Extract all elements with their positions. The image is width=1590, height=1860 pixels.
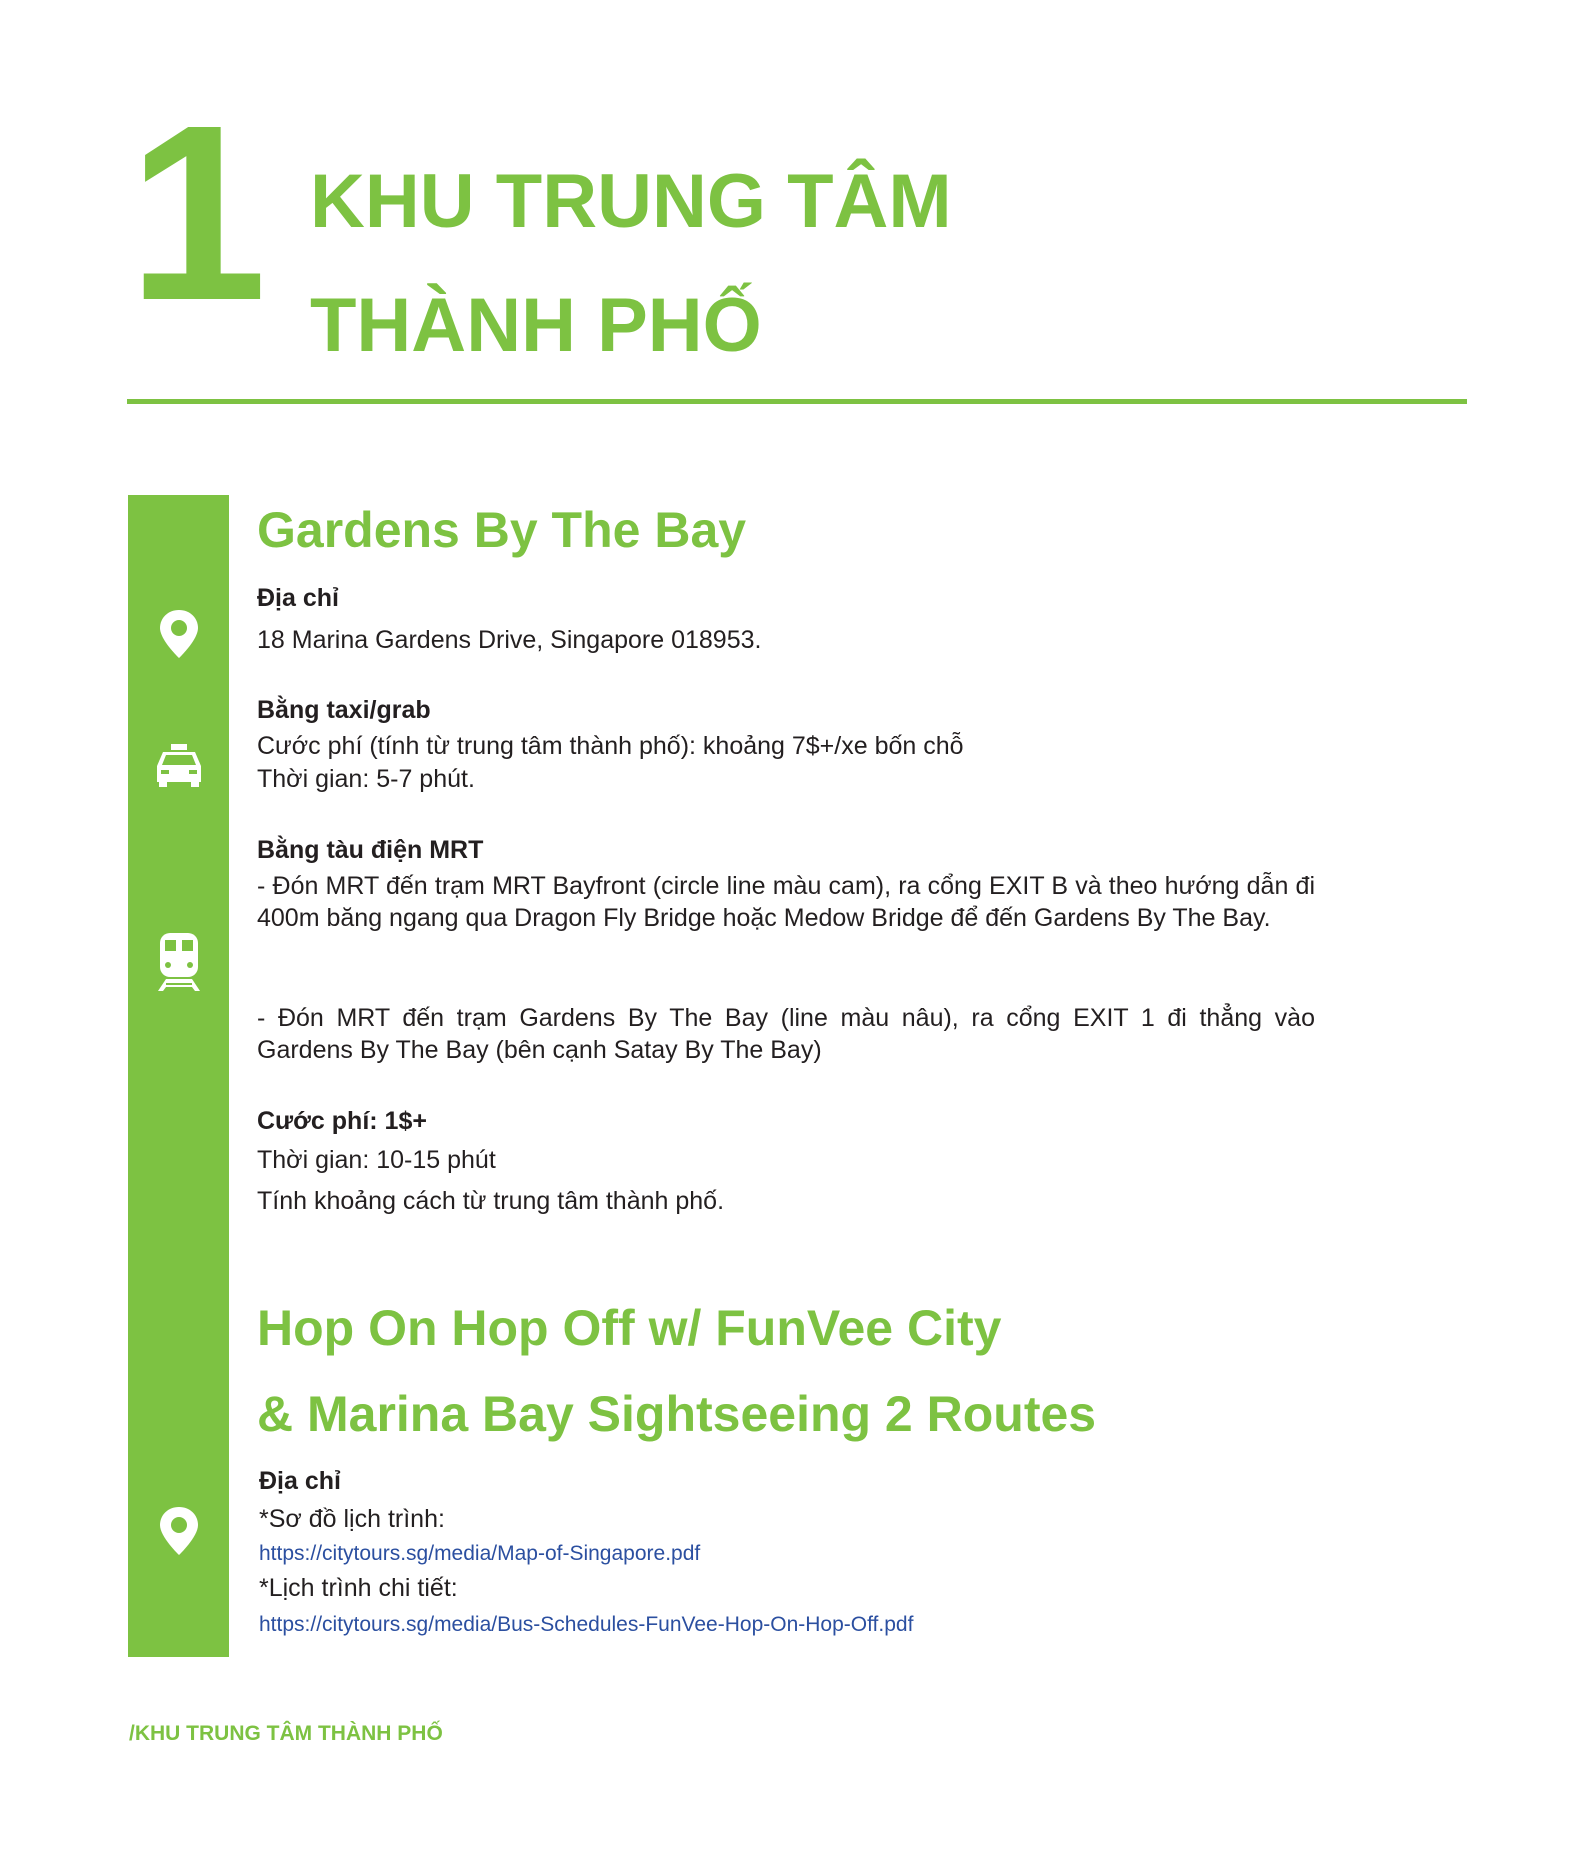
location-pin-icon <box>155 608 203 660</box>
mrt-time: Thời gian: 10-15 phút <box>257 1146 496 1174</box>
map-label: *Sơ đồ lịch trình: <box>259 1505 445 1533</box>
title-divider <box>127 399 1467 404</box>
address-text: 18 Marina Gardens Drive, Singapore 018953. <box>257 626 762 654</box>
icon-sidebar <box>128 495 229 1657</box>
mrt-fare-label: Cước phí: 1$+ <box>257 1107 427 1135</box>
mrt-option-2: - Đón MRT đến trạm Gardens By The Bay (line màu nâu), ra cổng EXIT 1 đi thẳng vào Gardens By The Bay (bên cạnh Satay By The Bay) <box>257 1004 1315 1064</box>
map-link[interactable]: https://citytours.sg/media/Map-of-Singapore.pdf <box>259 1542 701 1565</box>
taxi-time: Thời gian: 5-7 phút. <box>257 765 475 793</box>
heading-line1: Hop On Hop Off w/ FunVee City <box>257 1300 1002 1356</box>
schedule-label: *Lịch trình chi tiết: <box>259 1574 458 1602</box>
taxi-label: Bằng taxi/grab <box>257 696 431 724</box>
section-heading-hop-on-hop-off <box>257 1285 1096 1457</box>
chapter-title-line1: KHU TRUNG TÂM <box>310 159 952 244</box>
mrt-label: Bằng tàu điện MRT <box>257 836 484 864</box>
chapter-number: 1 <box>128 73 268 352</box>
heading-line2: & Marina Bay Sightseeing 2 Routes <box>257 1386 1097 1442</box>
chapter-title-line2: THÀNH PHỐ <box>310 283 762 368</box>
mrt-option-1: - Đón MRT đến trạm MRT Bayfront (circle line màu cam), ra cổng EXIT B và theo hướng dẫn đi 400m băng ngang qua Dragon Fly Bridge hoặc Medow Bridge để đến Gardens By The Bay. <box>257 872 1315 932</box>
section-heading-gardens: Gardens By The Bay <box>257 502 747 558</box>
train-icon <box>156 933 202 993</box>
schedule-link[interactable]: https://citytours.sg/media/Bus-Schedules-FunVee-Hop-On-Hop-Off.pdf <box>259 1613 914 1636</box>
location-pin-icon <box>155 1505 203 1557</box>
address-label: Địa chỉ <box>257 584 339 612</box>
taxi-fare: Cước phí (tính từ trung tâm thành phố): khoảng 7$+/xe bốn chỗ <box>257 732 964 760</box>
chapter-title <box>310 140 952 388</box>
address-label: Địa chỉ <box>259 1467 341 1495</box>
page-footer: /KHU TRUNG TÂM THÀNH PHỐ <box>129 1722 443 1745</box>
mrt-note: Tính khoảng cách từ trung tâm thành phố. <box>257 1187 725 1215</box>
taxi-icon <box>153 740 205 792</box>
